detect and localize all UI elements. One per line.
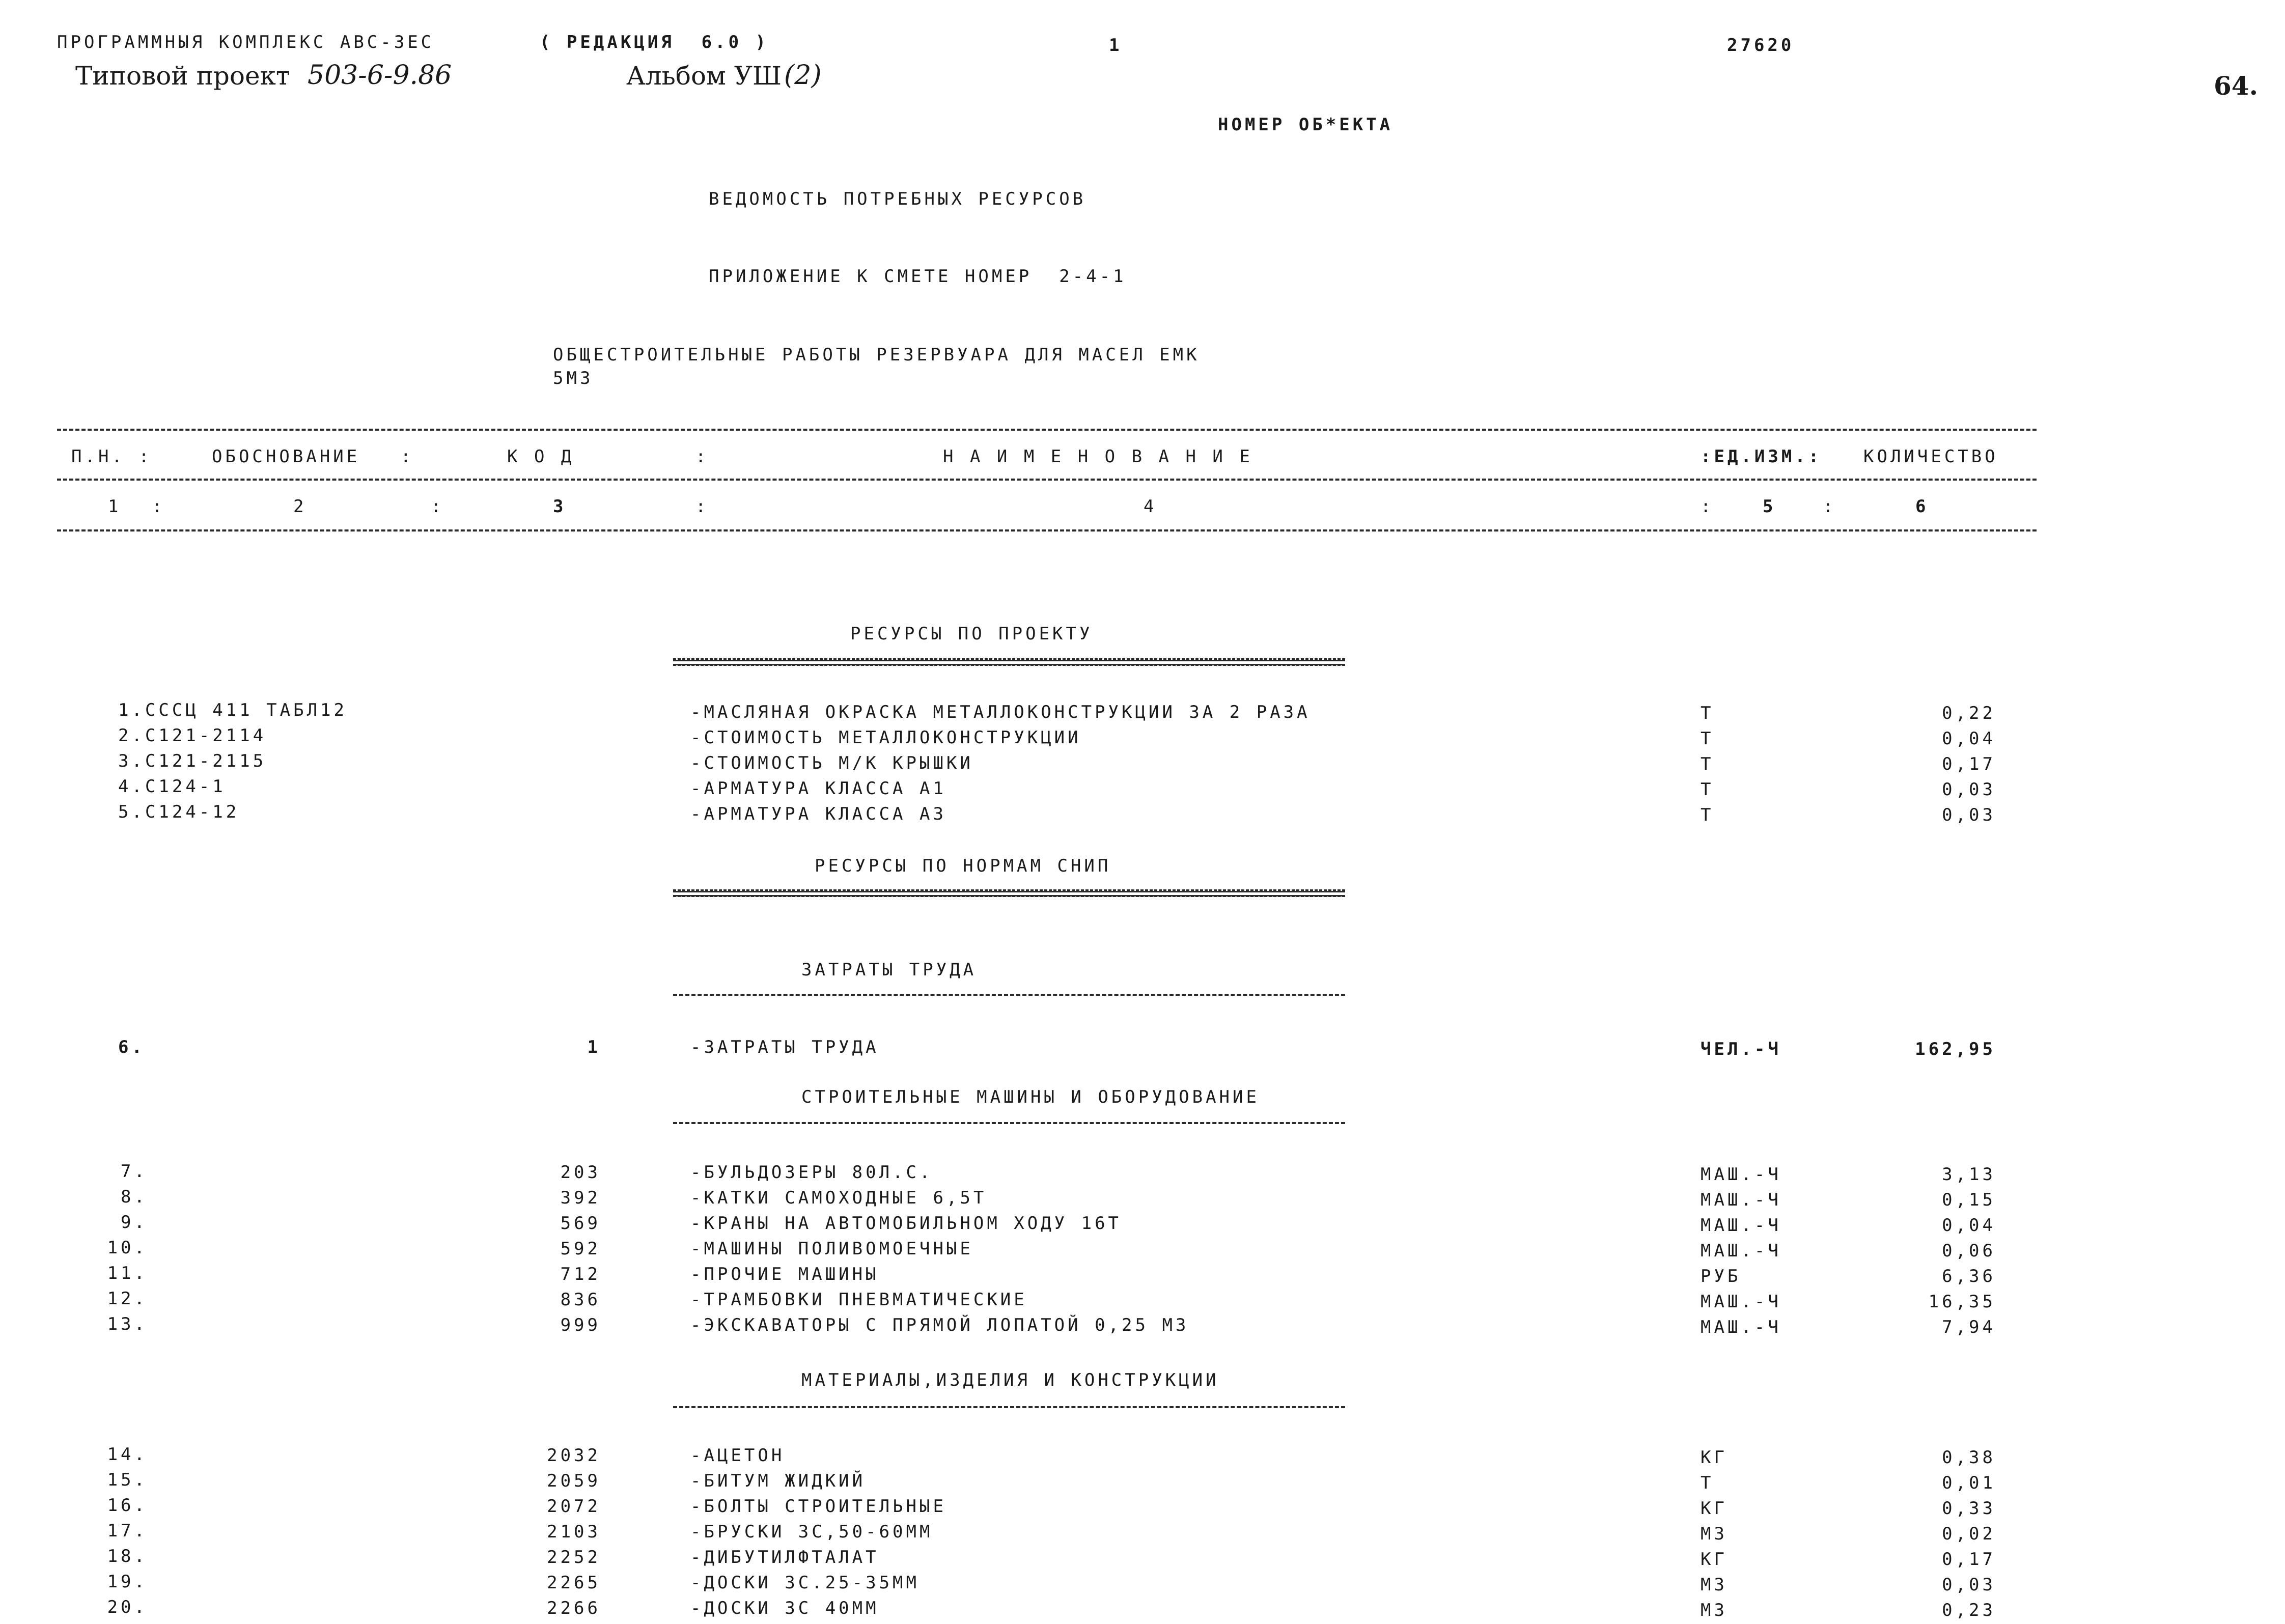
row-code: 2265: [547, 1573, 601, 1593]
row-name: -ПРОЧИЕ МАШИНЫ: [690, 1264, 879, 1284]
row-unit: Т: [1701, 703, 1714, 723]
row-code: 2059: [547, 1471, 601, 1491]
labor-row-name: -ЗАТРАТЫ ТРУДА: [690, 1037, 879, 1057]
row-name: -БИТУМ ЖИДКИЙ: [690, 1471, 866, 1491]
work-title-capacity: 5М3: [553, 368, 594, 388]
row-name: -КАТКИ САМОХОДНЫЕ 6,5Т: [690, 1188, 987, 1208]
row-unit: МАШ.-Ч: [1701, 1190, 1781, 1210]
row-basis: 5.С124-12: [118, 802, 240, 822]
row-quantity: 0,15: [1942, 1190, 1996, 1210]
section-snip-underline: [673, 891, 1345, 892]
row-number: 7.: [121, 1161, 148, 1182]
row-name: -ДИБУТИЛФТАЛАТ: [690, 1547, 879, 1567]
row-number: 18.: [107, 1546, 148, 1566]
row-unit: МАШ.-Ч: [1701, 1215, 1781, 1236]
work-title: ОБЩЕСТРОИТЕЛЬНЫЕ РАБОТЫ РЕЗЕРВУАРА ДЛЯ МАСЕЛ ЕМК: [553, 345, 1200, 365]
col-num-6: 6: [1915, 496, 1929, 517]
row-name: -КРАНЫ НА АВТОМОБИЛЬНОМ ХОДУ 16Т: [690, 1213, 1122, 1234]
row-unit: КГ: [1701, 1498, 1727, 1519]
row-quantity: 6,36: [1942, 1266, 1996, 1286]
row-number: 9.: [121, 1212, 148, 1233]
row-unit: РУБ: [1701, 1266, 1741, 1286]
album-part: (2): [784, 60, 822, 91]
row-name: -АЦЕТОН: [690, 1445, 785, 1466]
labor-row-unit: ЧЕЛ.-Ч: [1701, 1039, 1781, 1059]
row-quantity: 0,03: [1942, 1575, 1996, 1595]
row-number: 15.: [107, 1470, 148, 1490]
section-project-underline: [673, 660, 1345, 661]
row-name: -ЭКСКАВАТОРЫ С ПРЯМОЙ ЛОПАТОЙ 0,25 М3: [690, 1315, 1189, 1335]
col-num-sep-3: :: [695, 496, 709, 517]
col-num-4: 4: [1144, 496, 1157, 517]
header-rule-mid: [57, 479, 2037, 481]
row-unit: М3: [1701, 1575, 1727, 1595]
row-quantity: 0,06: [1942, 1241, 1996, 1261]
col-qty-header: КОЛИЧЕСТВО: [1863, 446, 1998, 467]
col-num-3: 3: [553, 496, 567, 517]
row-name: -ДОСКИ 3С.25-35ММ: [690, 1573, 919, 1593]
row-code: 712: [560, 1264, 601, 1284]
row-quantity: 0,03: [1942, 805, 1996, 825]
row-quantity: 0,17: [1942, 754, 1996, 774]
page-mark: 1: [1109, 35, 1123, 55]
row-name: -МАСЛЯНАЯ ОКРАСКА МЕТАЛЛОКОНСТРУКЦИИ ЗА 2 РАЗА: [690, 702, 1311, 722]
row-name: -ТРАМБОВКИ ПНЕВМАТИЧЕСКИЕ: [690, 1290, 1027, 1310]
row-code: 592: [560, 1239, 601, 1259]
project-label: Типовой проект: [75, 61, 290, 91]
row-basis: 1.СССЦ 411 ТАБЛ12: [118, 700, 347, 720]
row-quantity: 0,38: [1942, 1447, 1996, 1468]
row-name: -АРМАТУРА КЛАССА А1: [690, 778, 946, 799]
row-unit: МАШ.-Ч: [1701, 1241, 1781, 1261]
row-number: 10.: [107, 1238, 148, 1258]
row-basis: 4.С124-1: [118, 776, 226, 797]
row-number: 13.: [107, 1314, 148, 1334]
object-number-title: НОМЕР ОБ*ЕКТА: [1218, 115, 1394, 135]
row-unit: КГ: [1701, 1447, 1727, 1468]
section-snip-resources: РЕСУРСЫ ПО НОРМАМ СНИП: [815, 856, 1111, 876]
row-name: -БРУСКИ 3С,50-60ММ: [690, 1522, 933, 1542]
row-unit: М3: [1701, 1600, 1727, 1620]
row-quantity: 0,02: [1942, 1524, 1996, 1544]
row-number: 16.: [107, 1495, 148, 1516]
document-number: 27620: [1727, 35, 1795, 55]
col-num-sep-5a: :: [1701, 496, 1714, 517]
row-basis: 3.С121-2115: [118, 751, 267, 771]
row-quantity: 16,35: [1928, 1292, 1996, 1312]
row-name: -СТОИМОСТЬ М/К КРЫШКИ: [690, 753, 973, 773]
section-materials: МАТЕРИАЛЫ,ИЗДЕЛИЯ И КОНСТРУКЦИИ: [801, 1370, 1219, 1390]
row-quantity: 0,04: [1942, 729, 1996, 749]
row-number: 11.: [107, 1263, 148, 1283]
header-rule-bottom: [57, 529, 2037, 531]
col-basis-header: ОБОСНОВАНИЕ :: [212, 446, 414, 467]
row-number: 8.: [121, 1187, 148, 1207]
row-quantity: 0,03: [1942, 779, 1996, 800]
col-num-sep-2: :: [431, 496, 444, 517]
section-materials-underline: [673, 1406, 1345, 1408]
section-project-resources: РЕСУРСЫ ПО ПРОЕКТУ: [850, 624, 1093, 644]
labor-row-qty: 162,95: [1915, 1039, 1996, 1059]
col-unit-header: :ЕД.ИЗМ.:: [1701, 446, 1822, 467]
row-quantity: 0,33: [1942, 1498, 1996, 1519]
row-name: -ДОСКИ 3С 40ММ: [690, 1598, 879, 1618]
project-code: 503-6-9.86: [308, 60, 452, 91]
row-code: 203: [560, 1162, 601, 1183]
col-code-header: К О Д: [507, 446, 575, 467]
album-label: Альбом УШ: [626, 61, 782, 91]
col-code-sep: :: [695, 446, 709, 467]
row-quantity: 0,04: [1942, 1215, 1996, 1236]
row-quantity: 7,94: [1942, 1317, 1996, 1337]
row-name: -БУЛЬДОЗЕРЫ 80Л.С.: [690, 1162, 933, 1183]
sheet-number: 64.: [2214, 71, 2258, 101]
col-num-2: 2: [293, 496, 307, 517]
row-quantity: 0,23: [1942, 1600, 1996, 1620]
col-num-sep-5b: :: [1823, 496, 1836, 517]
row-code: 836: [560, 1290, 601, 1310]
row-code: 392: [560, 1188, 601, 1208]
row-unit: МАШ.-Ч: [1701, 1292, 1781, 1312]
row-number: 20.: [107, 1597, 148, 1617]
row-unit: Т: [1701, 754, 1714, 774]
labor-row-pn: 6.: [118, 1037, 145, 1057]
section-labor: ЗАТРАТЫ ТРУДА: [801, 960, 977, 980]
row-name: -МАШИНЫ ПОЛИВОМОЕЧНЫЕ: [690, 1239, 973, 1259]
row-code: 2266: [547, 1598, 601, 1618]
row-unit: Т: [1701, 1473, 1714, 1493]
row-quantity: 3,13: [1942, 1164, 1996, 1185]
row-name: -СТОИМОСТЬ МЕТАЛЛОКОНСТРУКЦИИ: [690, 727, 1081, 748]
row-quantity: 0,01: [1942, 1473, 1996, 1493]
col-num-sep-1: :: [152, 496, 165, 517]
col-num-5: 5: [1763, 496, 1776, 517]
row-basis: 2.С121-2114: [118, 725, 267, 746]
row-code: 569: [560, 1213, 601, 1234]
row-quantity: 0,22: [1942, 703, 1996, 723]
row-unit: Т: [1701, 805, 1714, 825]
header-rule-top: [57, 429, 2037, 431]
statement-title: ВЕДОМОСТЬ ПОТРЕБНЫХ РЕСУРСОВ: [709, 189, 1086, 209]
row-code: 2103: [547, 1522, 601, 1542]
row-unit: МАШ.-Ч: [1701, 1164, 1781, 1185]
row-name: -БОЛТЫ СТРОИТЕЛЬНЫЕ: [690, 1496, 946, 1517]
appendix-title: ПРИЛОЖЕНИЕ К СМЕТЕ НОМЕР 2-4-1: [709, 266, 1127, 287]
row-name: -АРМАТУРА КЛАССА А3: [690, 804, 946, 824]
row-code: 2032: [547, 1445, 601, 1466]
program-name: ПРОГРАММНЫЯ КОМПЛЕКС АВС-3ЕС: [57, 32, 435, 52]
row-number: 19.: [107, 1572, 148, 1592]
row-number: 12.: [107, 1289, 148, 1309]
labor-row-code: 1: [587, 1037, 601, 1057]
col-num-1: 1: [108, 496, 122, 517]
row-code: 999: [560, 1315, 601, 1335]
section-labor-underline: [673, 994, 1345, 996]
row-number: 14.: [107, 1444, 148, 1465]
row-unit: Т: [1701, 779, 1714, 800]
row-code: 2252: [547, 1547, 601, 1567]
edition-label: ( РЕДАКЦИЯ 6.0 ): [540, 32, 769, 52]
row-number: 17.: [107, 1521, 148, 1541]
row-unit: М3: [1701, 1524, 1727, 1544]
col-name-header: Н А И М Е Н О В А Н И Е: [943, 446, 1253, 467]
row-unit: КГ: [1701, 1549, 1727, 1570]
row-quantity: 0,17: [1942, 1549, 1996, 1570]
section-machines-underline: [673, 1122, 1345, 1124]
row-unit: Т: [1701, 729, 1714, 749]
section-machines: СТРОИТЕЛЬНЫЕ МАШИНЫ И ОБОРУДОВАНИЕ: [801, 1087, 1260, 1107]
row-unit: МАШ.-Ч: [1701, 1317, 1781, 1337]
row-code: 2072: [547, 1496, 601, 1517]
col-pn-header: П.Н. :: [71, 446, 152, 467]
